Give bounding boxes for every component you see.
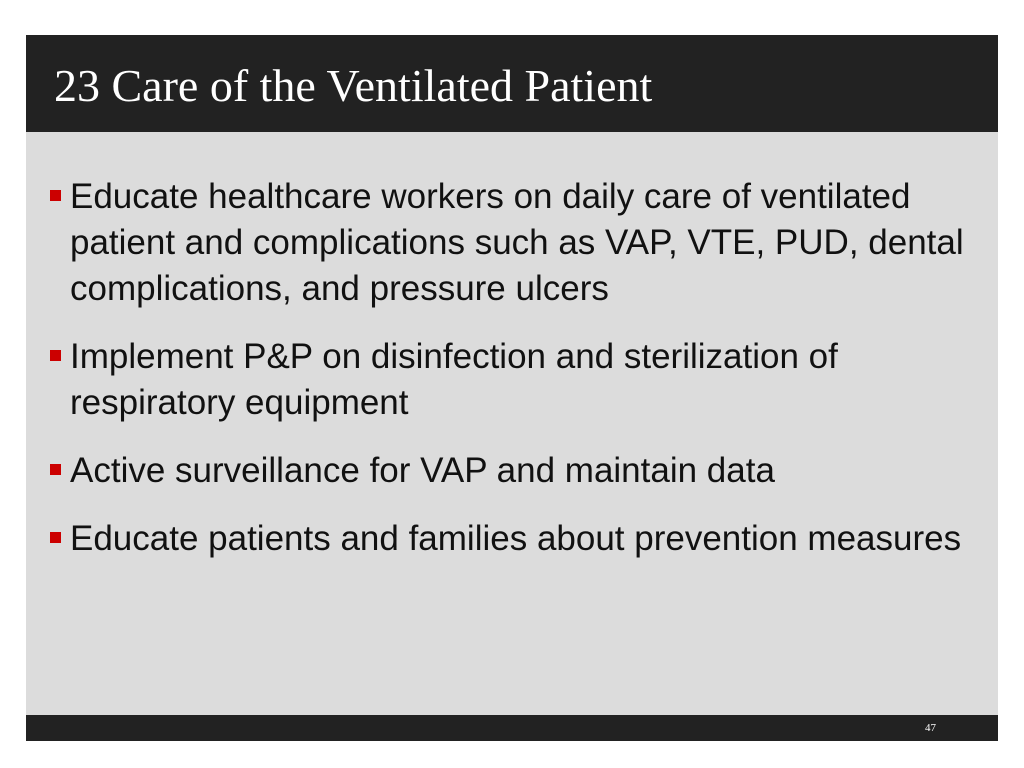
bullet-text: Active surveillance for VAP and maintain data bbox=[70, 451, 775, 490]
footer-bar bbox=[26, 715, 998, 741]
bullet-text: Educate patients and families about prevention measures bbox=[70, 519, 962, 558]
title-bar bbox=[26, 35, 998, 132]
bullet-item-2 bbox=[48, 334, 988, 426]
bullet-text: Educate healthcare workers on daily care of ventilated patient and complications such as VAP, VTE, PUD, dental complications, and pressure ulcers bbox=[70, 177, 964, 308]
bullet-text: Implement P&P on disinfection and sterilization of respiratory equipment bbox=[70, 337, 838, 422]
bullet-square-icon bbox=[50, 190, 61, 201]
bullet-square-icon bbox=[50, 350, 61, 361]
bullet-item-4 bbox=[48, 516, 988, 562]
bullet-square-icon bbox=[50, 464, 61, 475]
slide bbox=[26, 35, 998, 741]
bullet-item-3 bbox=[48, 448, 988, 494]
bullet-item-1 bbox=[48, 174, 988, 312]
slide-title: 23 Care of the Ventilated Patient bbox=[54, 60, 653, 111]
bullet-list bbox=[48, 174, 988, 584]
page-number: 47 bbox=[925, 722, 936, 734]
bullet-square-icon bbox=[50, 532, 61, 543]
